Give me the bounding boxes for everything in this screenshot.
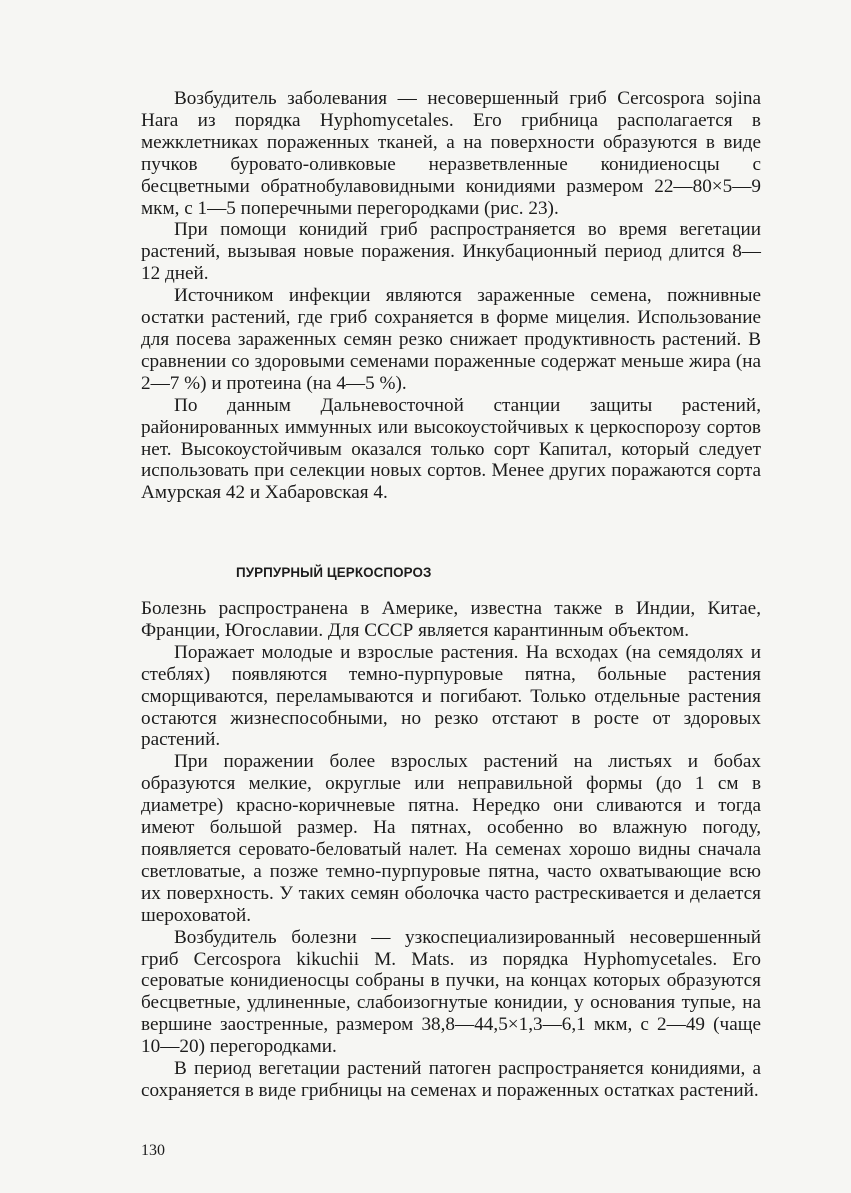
paragraph: При поражении более взрослых растений на листьях и бобах образуются мелкие, округлые или неправильной формы (до 1 см в диаметре) красно-коричневые пятна. Нередко они сливаются и тогда имеют большой размер. На пятнах, особенно во влажную погоду, появляется серовато-беловатый налет. На семенах хорошо видны сначала светловатые, а позже темно-пурпуровые пятна, часто охватывающие всю их поверхность. У таких семян оболочка часто растрескивается и делается шероховатой. (141, 751, 761, 926)
paragraph: Возбудитель болезни — узкоспециализированный несовершенный гриб Cercospora kikuchii M. Mats. из порядка Hyphomycetales. Его сероватые конидиеносцы собраны в пучки, на концах которых образуются бесцветные, удлиненные, слабоизогнутые конидии, у основания тупые, на вершине заостренные, размером 38,8—44,5×1,3—6,1 мкм, с 2—49 (чаще 10—20) перегородками. (141, 926, 761, 1058)
paragraph: Возбудитель заболевания — несовершенный гриб Cercospora sojina Hara из порядка Hyphomycetales. Его грибница располагается в межклетниках пораженных тканей, а на поверхности образуются в виде пучков буровато-оливковые неразветвленные конидиеносцы с бесцветными обратнобулавовидными конидиями размером 22—80×5—9 мкм, с 1—5 поперечными перегородками (рис. 23). (141, 88, 761, 219)
paragraph: Источником инфекции являются зараженные семена, пожнивные остатки растений, где гриб сохраняется в форме мицелия. Использование для посева зараженных семян резко снижает продуктивность растений. В сравнении со здоровыми семенами пораженные содержат меньше жира (на 2—7 %) и протеина (на 4—5 %). (141, 285, 761, 394)
text-block-bottom (141, 598, 761, 1102)
section-heading: ПУРПУРНЫЙ ЦЕРКОСПОРОЗ (236, 565, 432, 580)
text-block-top (141, 88, 761, 504)
paragraph: Болезнь распространена в Америке, известна также в Индии, Китае, Франции, Югославии. Для СССР является карантинным объектом. (141, 598, 761, 641)
paragraph: По данным Дальневосточной станции защиты растений, районированных иммунных или высокоустойчивых к церкоспорозу сортов нет. Высокоустойчивым оказался только сорт Капитал, который следует использовать при селекции новых сортов. Менее других поражаются сорта Амурская 42 и Хабаровская 4. (141, 394, 761, 504)
paragraph: В период вегетации растений патоген распространяется конидиями, а сохраняется в виде грибницы на семенах и пораженных остатках растений. (141, 1058, 761, 1101)
paragraph: Поражает молодые и взрослые растения. На всходах (на семядолях и стеблях) появляются темно-пурпуровые пятна, больные растения сморщиваются, переламываются и погибают. Только отдельные растения остаются жизнеспособными, но резко отстают в росте от здоровых растений. (141, 641, 761, 751)
paragraph: При помощи конидий гриб распространяется во время вегетации растений, вызывая новые поражения. Инкубационный период длится 8—12 дней. (141, 219, 761, 285)
page-number: 130 (141, 1142, 165, 1159)
